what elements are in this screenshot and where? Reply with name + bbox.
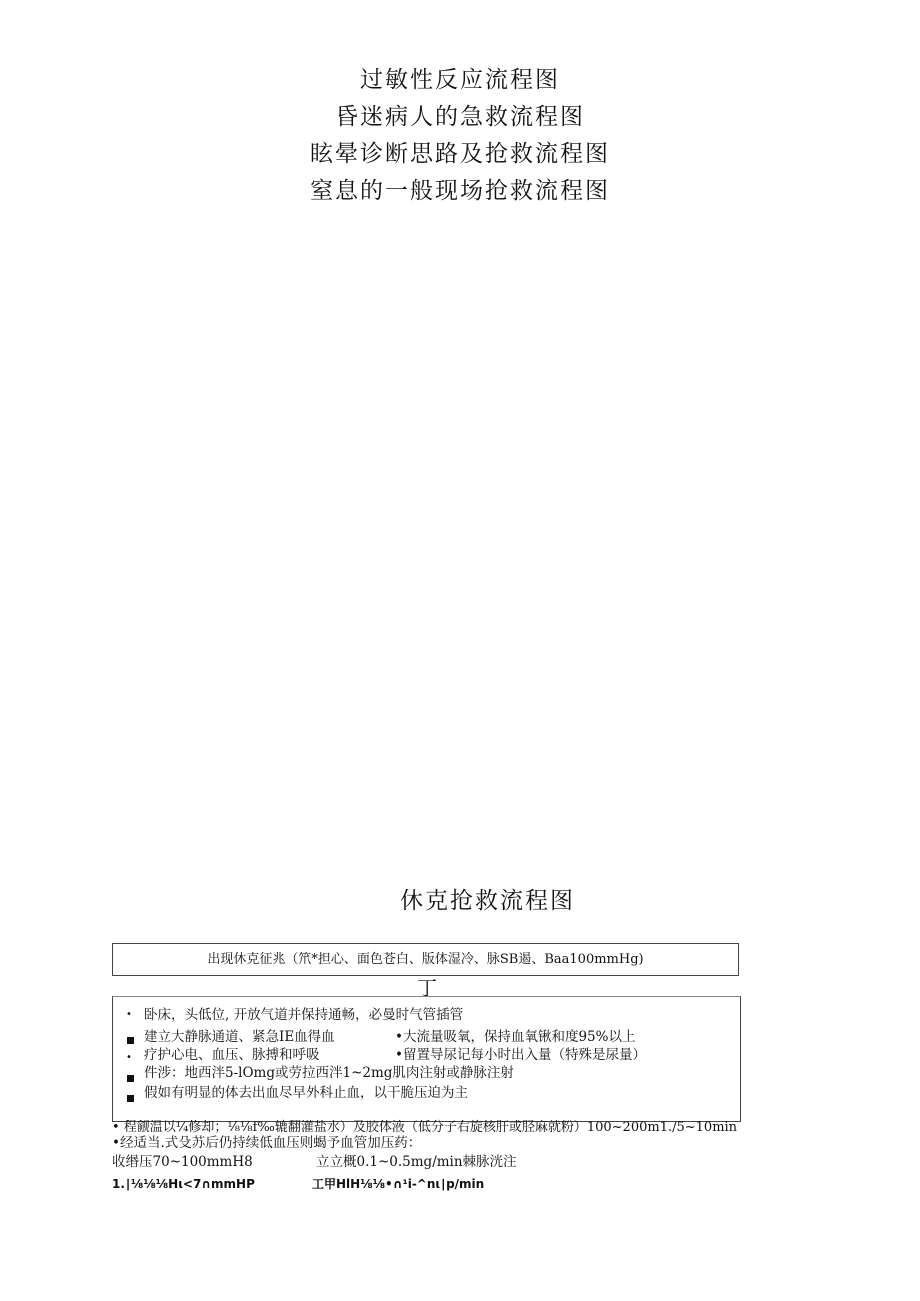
measure-line-oxygen: •大流量吸氧，保持血氧锹和度95%以上: [395, 1029, 636, 1045]
measure-line-sedation: 件涉：地西泮5-lOmg或劳拉西泮1~2mg肌肉注射或静脉注射: [144, 1065, 514, 1081]
measure-line-catheter: •留置导尿记每小时出入量（特殊是尿量）: [395, 1047, 646, 1063]
title-asphyxia-rescue: 窒息的一般现场抢救流程图: [310, 178, 610, 204]
vasopressor-condition-2: 1.∣⅛⅛⅛Hι<7∩mmHP: [112, 1177, 255, 1191]
flow-box-shock-signs: [112, 943, 739, 976]
document-title-list: [0, 62, 920, 210]
shock-rescue-title: 休克抢救流程图: [400, 888, 575, 914]
vasopressor-dose-1: 立立概0.1~0.5mg/min棘脉洸注: [316, 1154, 517, 1170]
flow-connector-arrow: 丁: [417, 976, 437, 1000]
vasopressor-condition-1: 收缗压70~100mmH8: [112, 1154, 253, 1170]
bullet-dot: •: [126, 1009, 132, 1020]
measure-line-hemorrhage: 假如有明显的体去出血尽早外科止血，以干脆压迫为主: [144, 1085, 468, 1101]
bullet-square: [127, 1095, 134, 1102]
bullet-square: [127, 1037, 134, 1044]
vasopressor-dose-2: 工甲HlH⅛⅛•∩¹i-^nι∣p/min: [312, 1177, 485, 1191]
title-coma-first-aid: 昏迷病人的急救流程图: [335, 104, 585, 130]
vasopressor-intro-line: •经适当.式殳苏后仍持续低血压则蝎予血管加压药：: [112, 1135, 422, 1151]
title-allergic-reaction: 过敏性反应流程图: [360, 67, 560, 93]
bullet-square: [127, 1075, 134, 1082]
measure-line-monitoring: 疗护心电、血压、脉搏和呼吸: [144, 1047, 320, 1063]
fluid-resuscitation-line: • 程觎温以¼修却；⅛⅛f‰辘翻灌盐水）及胶体液（低分子右旋核肝或胫麻就粉）100~200m1./5~10min: [112, 1120, 738, 1135]
title-vertigo-diagnosis: 眩晕诊断思路及抢救流程图: [310, 141, 610, 167]
measure-line-positioning: 卧床，头低位, 开放气道并保持通畅，必曼时气管插管: [144, 1007, 464, 1023]
flow-box-initial-measures: [112, 996, 741, 1122]
measure-line-venous-access: 建立大静脉通道、紧急IE血得血: [144, 1029, 335, 1045]
bullet-dot: •: [126, 1052, 132, 1063]
shock-signs-text: 出现休克征兆（笊*担心、面色苍白、版体湿冷、脉SB遏、Baa100mmHg): [207, 952, 644, 967]
